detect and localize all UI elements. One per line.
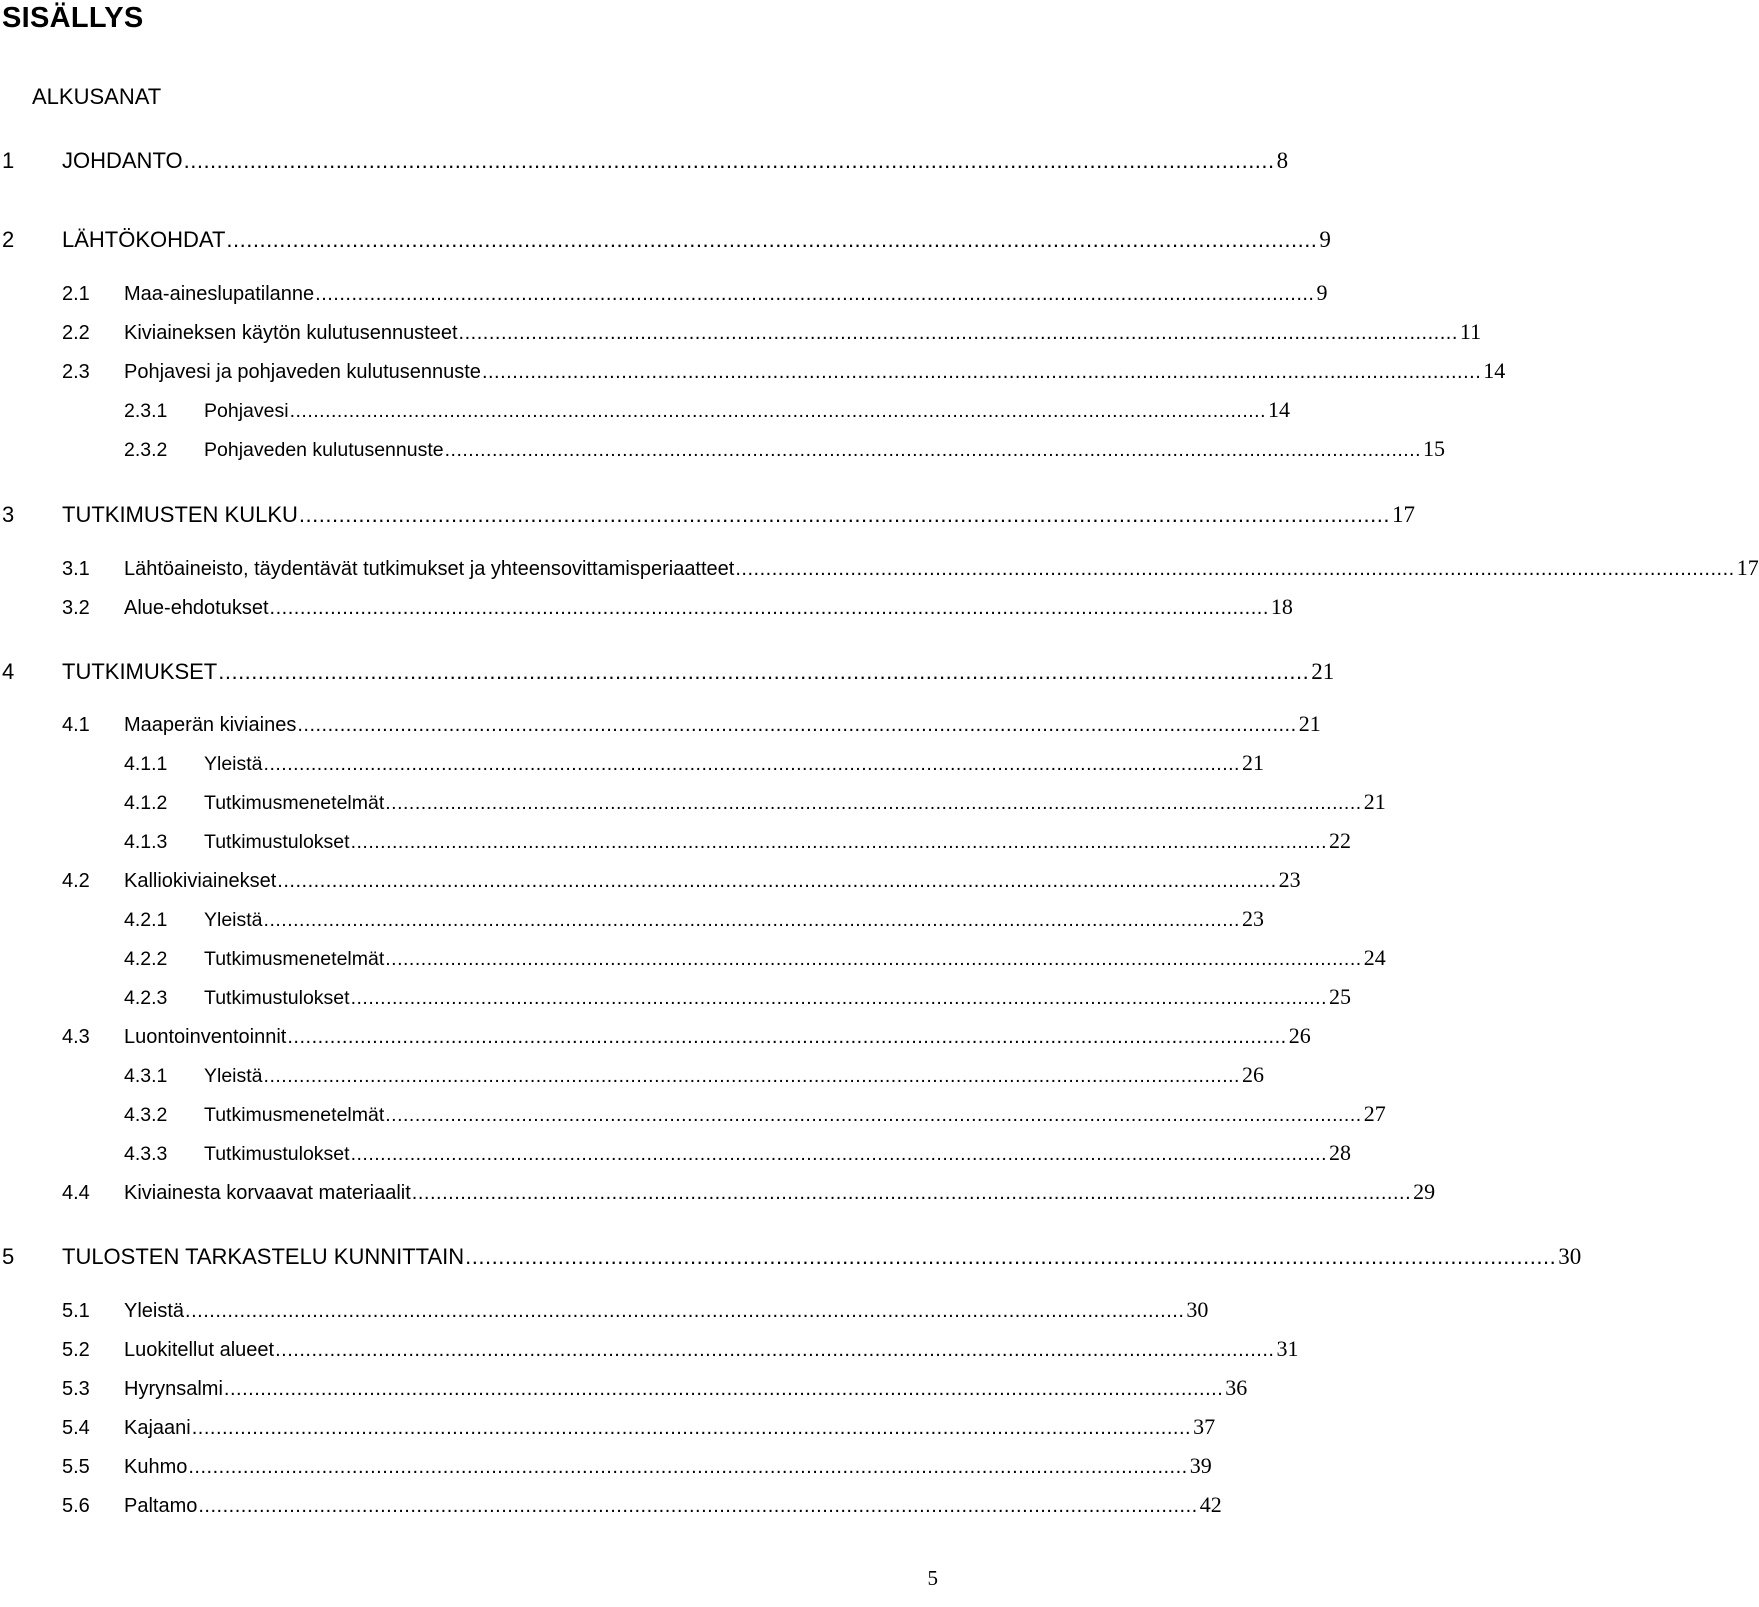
dot-leader: ..................................................................................................................................................................... bbox=[350, 1143, 1328, 1165]
toc-entry[interactable] bbox=[124, 1101, 1386, 1127]
toc-number: 5 bbox=[2, 1244, 15, 1269]
toc-number: 4.1.1 bbox=[124, 753, 168, 775]
dot-leader: ..................................................................................................................................................................... bbox=[465, 1244, 1557, 1269]
toc-entry[interactable] bbox=[2, 148, 1289, 174]
dot-leader: ..................................................................................................................................................................... bbox=[350, 987, 1328, 1009]
dot-leader: ..................................................................................................................................................................... bbox=[297, 714, 1297, 736]
toc-entry[interactable] bbox=[124, 789, 1386, 815]
toc-label: Hyrynsalmi bbox=[124, 1378, 223, 1400]
toc-label: Kiviainesta korvaavat materiaalit bbox=[124, 1182, 411, 1204]
toc-entry[interactable] bbox=[124, 397, 1290, 423]
toc-page: 21 bbox=[1311, 659, 1335, 684]
dot-leader: ..................................................................................................................................................................... bbox=[198, 1495, 1198, 1517]
toc-label: Kuhmo bbox=[124, 1456, 188, 1478]
toc-label: Yleistä bbox=[204, 753, 263, 775]
toc-page: 24 bbox=[1363, 945, 1386, 970]
toc-number: 4.2 bbox=[62, 870, 90, 892]
toc-label: Tutkimusmenetelmät bbox=[204, 948, 385, 970]
toc-label: Tutkimusmenetelmät bbox=[204, 792, 385, 814]
toc-entry[interactable] bbox=[62, 594, 1293, 620]
toc-number: 5.5 bbox=[62, 1456, 90, 1478]
dot-leader: ..................................................................................................................................................................... bbox=[191, 1417, 1192, 1439]
toc-entry[interactable] bbox=[62, 1336, 1299, 1362]
dot-leader: ..................................................................................................................................................................... bbox=[350, 831, 1328, 853]
preface-heading: ALKUSANAT bbox=[32, 84, 162, 109]
toc-number: 2 bbox=[2, 227, 15, 252]
toc-page: 30 bbox=[1186, 1297, 1209, 1322]
toc-label: Tutkimustulokset bbox=[204, 987, 350, 1009]
toc-label: Kajaani bbox=[124, 1417, 191, 1439]
toc-page: 22 bbox=[1329, 828, 1352, 853]
dot-leader: ..................................................................................................................................................................... bbox=[263, 1065, 1240, 1087]
dot-leader: ..................................................................................................................................................................... bbox=[458, 322, 1458, 344]
dot-leader: ..................................................................................................................................................................... bbox=[226, 227, 1318, 252]
dot-leader: ..................................................................................................................................................................... bbox=[735, 558, 1735, 580]
toc-label: Kiviaineksen käytön kulutusennusteet bbox=[124, 322, 458, 344]
toc-entry[interactable] bbox=[2, 1244, 1582, 1270]
toc-label: Maaperän kiviaines bbox=[124, 714, 297, 736]
toc-page: 8 bbox=[1276, 148, 1289, 173]
toc-entry[interactable] bbox=[62, 1297, 1209, 1323]
toc-page: 37 bbox=[1193, 1414, 1216, 1439]
toc-number: 4.3 bbox=[62, 1026, 90, 1048]
toc-label: Pohjaveden kulutusennuste bbox=[204, 439, 444, 461]
toc-label: Pohjavesi ja pohjaveden kulutusennuste bbox=[124, 361, 481, 383]
toc-entry[interactable] bbox=[62, 1023, 1311, 1049]
toc-number: 4.1 bbox=[62, 714, 90, 736]
dot-leader: ..................................................................................................................................................................... bbox=[481, 361, 1482, 383]
toc-label: Tutkimustulokset bbox=[204, 831, 350, 853]
toc-page: 36 bbox=[1225, 1375, 1248, 1400]
toc-page: 21 bbox=[1298, 711, 1321, 736]
dot-leader: ..................................................................................................................................................................... bbox=[218, 659, 1310, 684]
toc-entry[interactable] bbox=[62, 358, 1506, 384]
toc-page: 15 bbox=[1423, 436, 1446, 461]
toc-entry[interactable] bbox=[62, 867, 1301, 893]
toc-number: 4.2.2 bbox=[124, 948, 168, 970]
toc-entry[interactable] bbox=[124, 750, 1264, 776]
dot-leader: ..................................................................................................................................................................... bbox=[188, 1456, 1188, 1478]
toc-number: 3.2 bbox=[62, 597, 90, 619]
toc-label: Luokitellut alueet bbox=[124, 1339, 275, 1361]
toc-entry[interactable] bbox=[2, 502, 1415, 528]
toc-page: 21 bbox=[1241, 750, 1264, 775]
toc-entry[interactable] bbox=[62, 1375, 1248, 1401]
toc-number: 4.3.3 bbox=[124, 1143, 168, 1165]
toc-label: JOHDANTO bbox=[62, 148, 183, 173]
toc-page: 17 bbox=[1391, 502, 1415, 527]
toc-number: 3 bbox=[2, 502, 15, 527]
dot-leader: ..................................................................................................................................................................... bbox=[277, 870, 1277, 892]
toc-label: Tutkimusmenetelmät bbox=[204, 1104, 385, 1126]
toc-label: TUTKIMUKSET bbox=[62, 659, 218, 684]
toc-entry[interactable] bbox=[62, 555, 1759, 581]
toc-entry[interactable] bbox=[62, 1414, 1216, 1440]
toc-label: Alue-ehdotukset bbox=[124, 597, 269, 619]
toc-number: 4.1.2 bbox=[124, 792, 168, 814]
toc-label: Yleistä bbox=[204, 1065, 263, 1087]
dot-leader: ..................................................................................................................................................................... bbox=[411, 1182, 1412, 1204]
toc-entry[interactable] bbox=[124, 1140, 1352, 1166]
toc-label: Lähtöaineisto, täydentävät tutkimukset ja yhteensovittamisperiaatteet bbox=[124, 558, 735, 580]
toc-entry[interactable] bbox=[124, 984, 1352, 1010]
toc-label: TULOSTEN TARKASTELU KUNNITTAIN bbox=[62, 1244, 465, 1269]
toc-entry[interactable] bbox=[62, 1179, 1436, 1205]
toc-number: 1 bbox=[2, 148, 15, 173]
toc-number: 5.1 bbox=[62, 1300, 90, 1322]
toc-entry[interactable] bbox=[62, 1492, 1222, 1518]
toc-number: 4.3.1 bbox=[124, 1065, 168, 1087]
dot-leader: ..................................................................................................................................................................... bbox=[385, 1104, 1362, 1126]
toc-entry[interactable] bbox=[124, 906, 1264, 932]
page-number: 5 bbox=[927, 1566, 938, 1590]
dot-leader: ..................................................................................................................................................................... bbox=[287, 1026, 1287, 1048]
toc-entry[interactable] bbox=[124, 1062, 1264, 1088]
page-title: SISÄLLYS bbox=[2, 2, 144, 34]
toc-page: 18 bbox=[1270, 594, 1293, 619]
dot-leader: ..................................................................................................................................................................... bbox=[183, 148, 1275, 173]
toc-page: 14 bbox=[1483, 358, 1506, 383]
toc-label: Yleistä bbox=[124, 1300, 185, 1322]
toc-number: 2.3 bbox=[62, 361, 90, 383]
dot-leader: ..................................................................................................................................................................... bbox=[444, 439, 1422, 461]
toc-label: LÄHTÖKOHDAT bbox=[62, 227, 226, 252]
dot-leader: ..................................................................................................................................................................... bbox=[315, 283, 1315, 305]
toc-entry[interactable] bbox=[2, 659, 1335, 685]
dot-leader: ..................................................................................................................................................................... bbox=[223, 1378, 1224, 1400]
toc-page: 31 bbox=[1276, 1336, 1299, 1361]
toc-label: Yleistä bbox=[204, 909, 263, 931]
toc-entry[interactable] bbox=[124, 945, 1386, 971]
toc-entry[interactable] bbox=[62, 319, 1482, 345]
toc-page: 30 bbox=[1558, 1244, 1582, 1269]
dot-leader: ..................................................................................................................................................................... bbox=[275, 1339, 1275, 1361]
toc-label: Luontoinventoinnit bbox=[124, 1026, 287, 1048]
dot-leader: ..................................................................................................................................................................... bbox=[263, 909, 1240, 931]
toc-entry[interactable] bbox=[62, 280, 1328, 306]
toc-page: 26 bbox=[1241, 1062, 1264, 1087]
dot-leader: ..................................................................................................................................................................... bbox=[385, 948, 1362, 970]
toc-number: 2.3.1 bbox=[124, 400, 168, 422]
toc-entry[interactable] bbox=[2, 227, 1331, 253]
toc-entry[interactable] bbox=[124, 828, 1352, 854]
toc-number: 3.1 bbox=[62, 558, 90, 580]
toc-number: 4 bbox=[2, 659, 15, 684]
toc-entry[interactable] bbox=[62, 711, 1321, 737]
dot-leader: ..................................................................................................................................................................... bbox=[385, 792, 1362, 814]
dot-leader: ..................................................................................................................................................................... bbox=[185, 1300, 1185, 1322]
toc-number: 4.1.3 bbox=[124, 831, 168, 853]
toc-number: 4.2.1 bbox=[124, 909, 168, 931]
toc-page: 17 bbox=[1736, 555, 1759, 580]
toc-number: 4.2.3 bbox=[124, 987, 168, 1009]
toc-page: 14 bbox=[1268, 397, 1290, 422]
toc-label: Pohjavesi bbox=[204, 400, 289, 422]
toc-page: 25 bbox=[1329, 984, 1352, 1009]
toc-number: 5.2 bbox=[62, 1339, 90, 1361]
toc-number: 2.1 bbox=[62, 283, 90, 305]
toc-page: 9 bbox=[1319, 227, 1331, 252]
toc-number: 2.3.2 bbox=[124, 439, 168, 461]
toc-page: 11 bbox=[1459, 319, 1482, 344]
toc-entry[interactable] bbox=[62, 1453, 1212, 1479]
toc-page: 23 bbox=[1278, 867, 1301, 892]
toc-page: 9 bbox=[1316, 280, 1328, 305]
dot-leader: ..................................................................................................................................................................... bbox=[289, 400, 1266, 422]
toc-page: 39 bbox=[1189, 1453, 1212, 1478]
toc-number: 5.3 bbox=[62, 1378, 90, 1400]
dot-leader: ..................................................................................................................................................................... bbox=[263, 753, 1240, 775]
toc-number: 2.2 bbox=[62, 322, 90, 344]
toc-page: 26 bbox=[1288, 1023, 1311, 1048]
toc-label: TUTKIMUSTEN KULKU bbox=[62, 502, 298, 527]
toc-page: 29 bbox=[1413, 1179, 1436, 1204]
toc-page: 21 bbox=[1363, 789, 1386, 814]
toc-label: Tutkimustulokset bbox=[204, 1143, 350, 1165]
toc-page: 28 bbox=[1329, 1140, 1352, 1165]
toc-label: Kalliokiviainekset bbox=[124, 870, 277, 892]
dot-leader: ..................................................................................................................................................................... bbox=[298, 502, 1390, 527]
toc-page: 23 bbox=[1241, 906, 1264, 931]
toc-entry[interactable] bbox=[124, 436, 1446, 462]
toc-page: 42 bbox=[1199, 1492, 1222, 1517]
toc-page: 27 bbox=[1363, 1101, 1386, 1126]
toc-number: 4.4 bbox=[62, 1182, 90, 1204]
toc-label: Paltamo bbox=[124, 1495, 198, 1517]
dot-leader: ..................................................................................................................................................................... bbox=[269, 597, 1269, 619]
toc-number: 5.4 bbox=[62, 1417, 90, 1439]
toc-label: Maa-aineslupatilanne bbox=[124, 283, 315, 305]
toc-number: 4.3.2 bbox=[124, 1104, 168, 1126]
toc-number: 5.6 bbox=[62, 1495, 90, 1517]
